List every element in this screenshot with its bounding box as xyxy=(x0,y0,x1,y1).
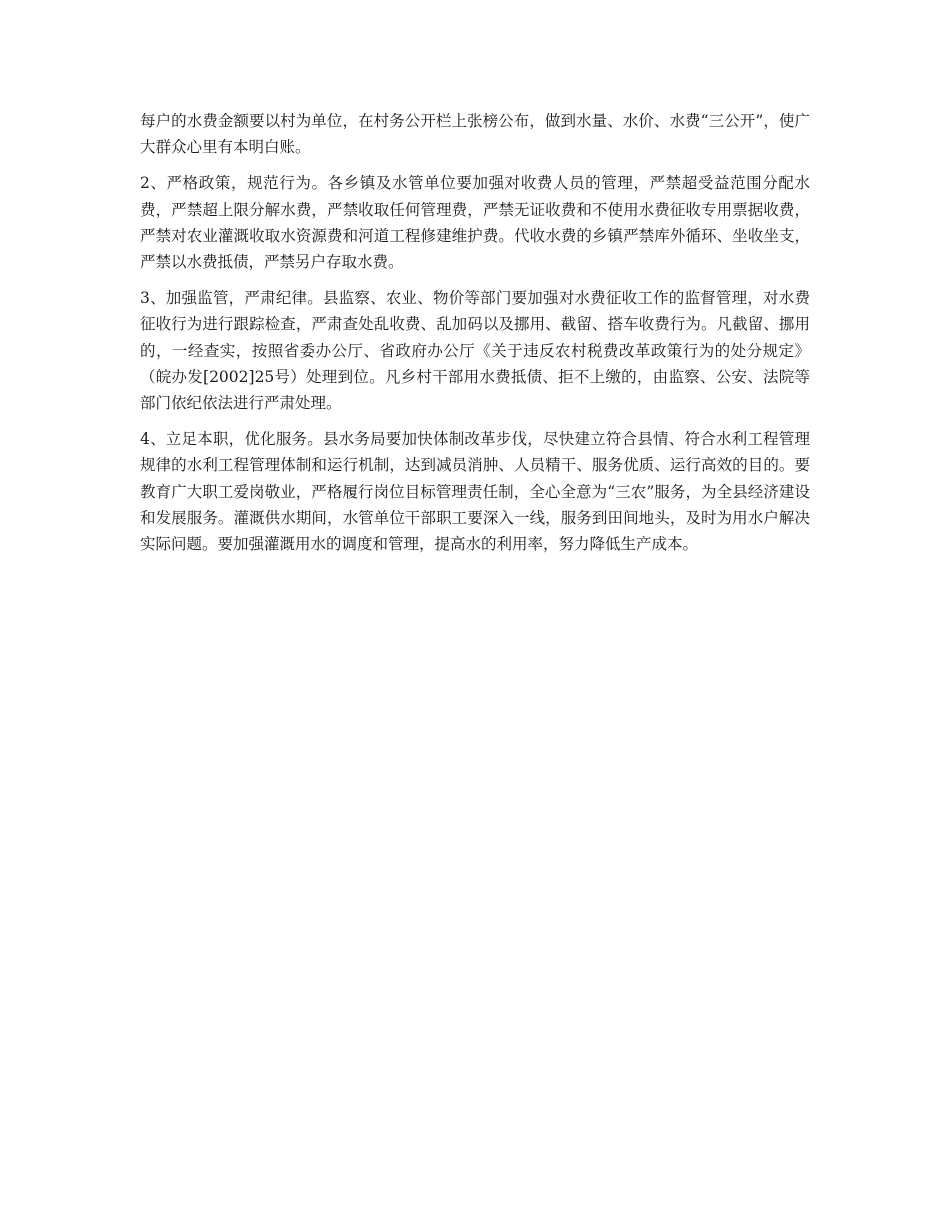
paragraph-service: 4、立足本职，优化服务。县水务局要加快体制改革步伐，尽快建立符合县情、符合水利工程管理规律的水利工程管理体制和运行机制，达到减员消肿、人员精干、服务优质、运行高效的目的。要教育广大职工爱岗敬业，严格履行岗位目标管理责任制，全心全意为“三农”服务，为全县经济建设和发展服务。灌溉供水期间，水管单位干部职工要深入一线，服务到田间地头，及时为用水户解决实际问题。要加强灌溉用水的调度和管理，提高水的利用率，努力降低生产成本。 xyxy=(140,430,810,554)
paragraph-strict-policy: 2、严格政策，规范行为。各乡镇及水管单位要加强对收费人员的管理，严禁超受益范围分配水费，严禁超上限分解水费，严禁收取任何管理费，严禁无证收费和不使用水费征收专用票据收费，严禁对农业灌溉收取水资源费和河道工程修建维护费。代收水费的乡镇严禁库外循环、坐收坐支，严禁以水费抵债，严禁另户存取水费。 xyxy=(140,174,810,272)
paragraph-supervision: 3、加强监管，严肃纪律。县监察、农业、物价等部门要加强对水费征收工作的监督管理，对水费征收行为进行跟踪检查，严肃查处乱收费、乱加码以及挪用、截留、搭车收费行为。凡截留、挪用的，一经查实，按照省委办公厅、省政府办公厅《关于违反农村税费改革政策行为的处分规定》（皖办发[2002]25号）处理到位。凡乡村干部用水费抵债、拒不上缴的，由监察、公安、法院等部门依纪依法进行严肃处理。 xyxy=(140,289,810,413)
paragraph-public-disclosure: 每户的水费金额要以村为单位，在村务公开栏上张榜公布，做到水量、水价、水费“三公开”，使广大群众心里有本明白账。 xyxy=(140,112,810,157)
document-page xyxy=(140,108,810,567)
